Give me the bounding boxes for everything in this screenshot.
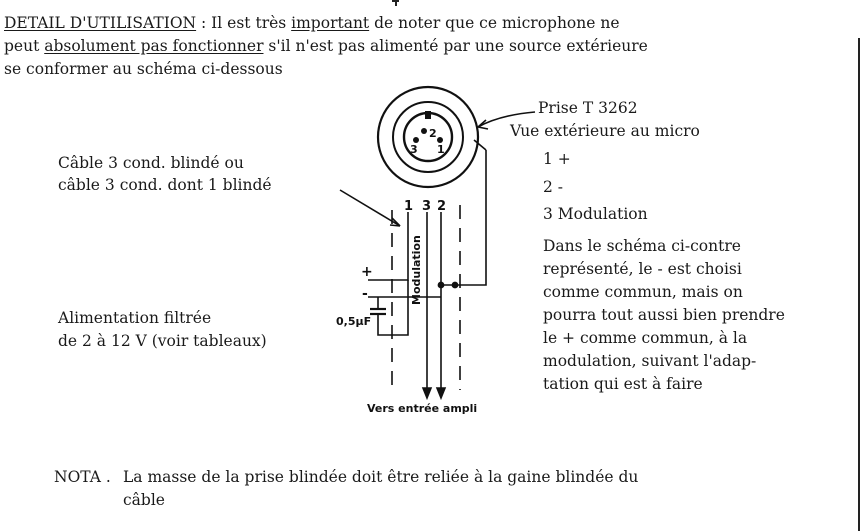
- junction-2: [438, 282, 443, 287]
- nota-line-1: La masse de la prise blindée doit être reliée à la gaine blindée du: [123, 468, 639, 486]
- cable-pointer: [340, 190, 400, 226]
- wire-1: [368, 212, 408, 280]
- plug-pin-2: 2: [429, 127, 437, 140]
- explanation-line-7: tation qui est à faire: [543, 375, 703, 393]
- modulation-label: Modulation: [410, 235, 423, 305]
- explanation-line-1: Dans le schéma ci-contre: [543, 237, 741, 255]
- plug-pin-1: 1: [437, 143, 445, 156]
- plug-name: Prise T 3262: [538, 99, 638, 117]
- shield-return: [441, 150, 486, 285]
- cable-label-2: câble 3 cond. dont 1 blindé: [58, 176, 272, 194]
- explanation-line-3: comme commun, mais on: [543, 283, 743, 301]
- explanation-line-6: modulation, suivant l'adap-: [543, 352, 757, 370]
- wire-number-2: 2: [437, 199, 447, 214]
- pin-3-label: 3 Modulation: [543, 205, 648, 223]
- explanation-line-4: pourra tout aussi bien prendre: [543, 306, 785, 324]
- plug-key: [425, 111, 431, 119]
- pin-2-dot: [421, 128, 427, 134]
- minus-label: -: [362, 286, 368, 302]
- output-label: Vers entrée ampli: [367, 402, 478, 415]
- pin-1-label: 1 +: [543, 150, 571, 168]
- section-title: DETAIL D'UTILISATION: [4, 14, 197, 32]
- plus-label: +: [361, 264, 373, 280]
- power-label-2: de 2 à 12 V (voir tableaux): [58, 332, 267, 350]
- intro-text: : Il est très: [196, 14, 292, 32]
- nota-label: NOTA .: [54, 468, 111, 486]
- explanation-line-5: le + comme commun, à la: [543, 329, 748, 347]
- nota-line-2: câble: [123, 491, 165, 509]
- pin-2-label: 2 -: [543, 178, 564, 196]
- wire-number-3: 3: [422, 199, 432, 214]
- capacitor-label: 0,5µF: [336, 315, 372, 328]
- intro-line-3: se conformer au schéma ci-dessous: [4, 60, 283, 78]
- plug-pin-3: 3: [410, 143, 418, 156]
- important-word: important: [291, 14, 370, 32]
- wire-number-1: 1: [404, 199, 414, 214]
- explanation-line-2: représenté, le - est choisi: [543, 260, 742, 278]
- intro-text-2b: s'il n'est pas alimenté par une source extérieure: [263, 37, 648, 55]
- wire-3-arrow: [423, 388, 431, 398]
- cable-label-1: Câble 3 cond. blindé ou: [58, 154, 244, 172]
- intro-text-2a: peut: [4, 37, 45, 55]
- plug-view: Vue extérieure au micro: [510, 122, 700, 140]
- power-label-1: Alimentation filtrée: [58, 309, 212, 327]
- emphasis-phrase: absolument pas fonctionner: [44, 37, 264, 55]
- intro-text-rest: de noter que ce microphone ne: [369, 14, 620, 32]
- junction-1: [452, 282, 457, 287]
- wire-2-arrow: [437, 388, 445, 398]
- cap-lead-bottom: [378, 280, 408, 335]
- plug-pointer: [478, 112, 535, 127]
